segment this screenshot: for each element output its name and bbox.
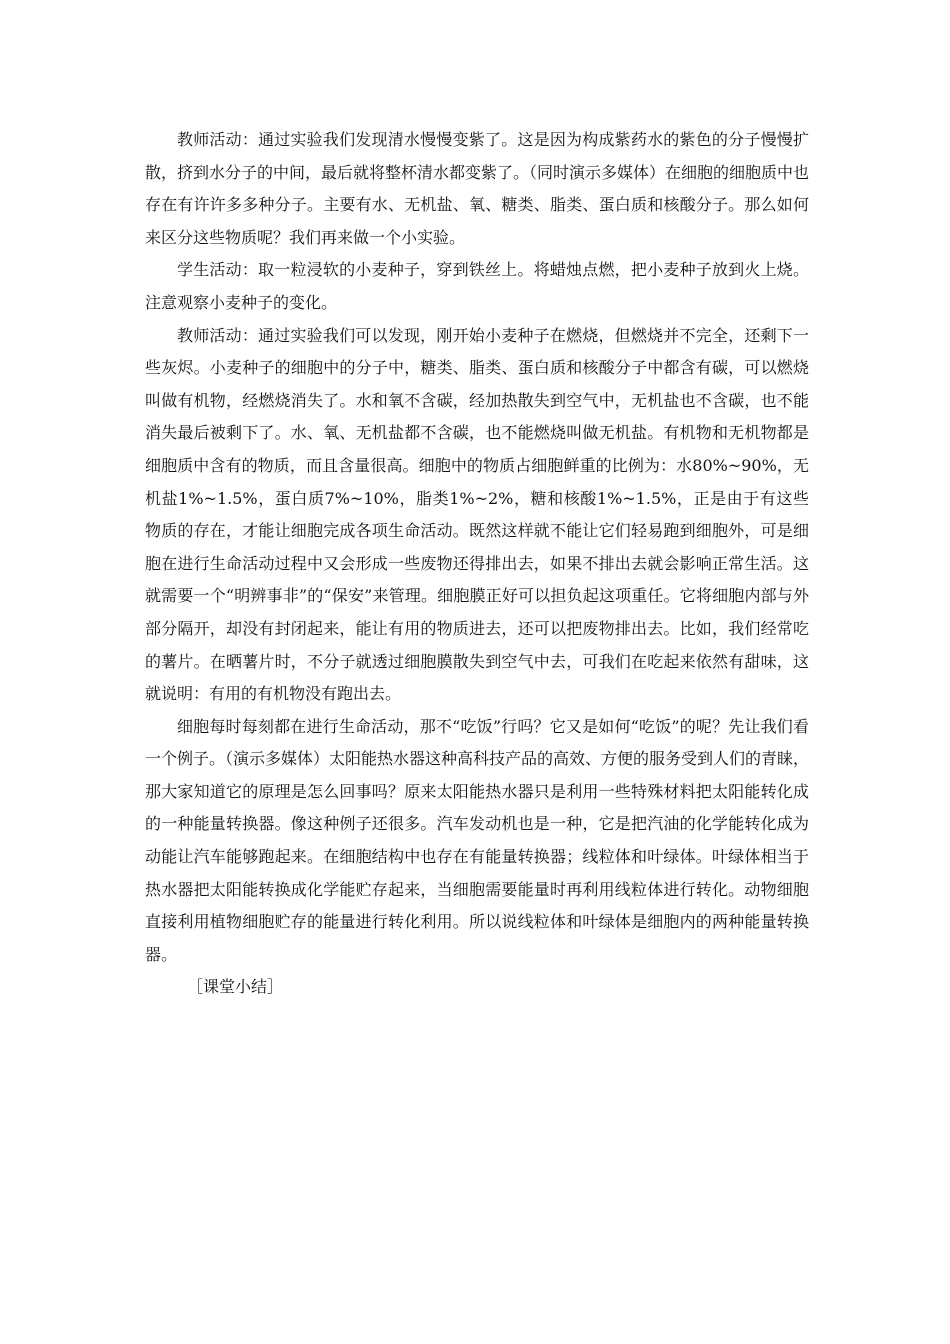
paragraph-teacher-activity-organic-inorganic: 教师活动：通过实验我们可以发现，刚开始小麦种子在燃烧，但燃烧并不完全，还剩下一些灰烬。小麦种子的细胞中的分子中，糖类、脂类、蛋白质和核酸分子中都含有碳，可以燃烧叫做有机物，经燃烧消失了。水和氧不含碳，经加热散失到空气中，无机盐也不含碳，也不能消失最后被剩下了。水、氧、无机盐都不含碳，也不能燃烧叫做无机盐。有机物和无机物都是细胞质中含有的物质，而且含量很高。细胞中的物质占细胞鲜重的比例为：水80%~90%，无机盐1%~1.5%，蛋白质7%~10%，脂类1%~2%，糖和核酸1%~1.5%，正是由于有这些物质的存在，才能让细胞完成各项生命活动。既然这样就不能让它们轻易跑到细胞外，可是细胞在进行生命活动过程中又会形成一些废物还得排出去，如果不排出去就会影响正常生活。这就需要一个“明辨事非”的“保安”来管理。细胞膜正好可以担负起这项重任。它将细胞内部与外部分隔开，却没有封闭起来，能让有用的物质进去，还可以把废物排出去。比如，我们经常吃的薯片。在晒薯片时，不分子就透过细胞膜散失到空气中去，可我们在吃起来依然有甜味，这就说明：有用的有机物没有跑出去。 bbox=[145, 325, 809, 704]
paragraph-energy-converters: 细胞每时每刻都在进行生命活动，那不“吃饭”行吗？它又是如何“吃饭”的呢？先让我们看一个例子。（演示多媒体）太阳能热水器这种高科技产品的高效、方便的服务受到人们的青睐，那大家知道它的原理是怎么回事吗？原来太阳能热水器只是利用一些特殊材料把太阳能转化成的一种能量转换器。像这种例子还很多。汽车发动机也是一种，它是把汽油的化学能转化成为动能让汽车能够跑起来。在细胞结构中也存在有能量转换器；线粒体和叶绿体。叶绿体相当于热水器把太阳能转换成化学能贮存起来，当细胞需要能量时再利用线粒体进行转化。动物细胞直接利用植物细胞贮存的能量进行转化利用。所以说线粒体和叶绿体是细胞内的两种能量转换器。 bbox=[145, 716, 810, 964]
document-body bbox=[145, 124, 809, 1004]
paragraph-student-activity-wheat-seed: 学生活动：取一粒浸软的小麦种子，穿到铁丝上。将蜡烛点燃，把小麦种子放到火上烧。注意观察小麦种子的变化。 bbox=[145, 260, 809, 312]
section-heading-class-summary: ［课堂小结］ bbox=[187, 977, 284, 997]
paragraph-teacher-activity-diffusion: 教师活动：通过实验我们发现清水慢慢变紫了。这是因为构成紫药水的紫色的分子慢慢扩散，挤到水分子的中间，最后就将整杯清水都变紫了。（同时演示多媒体）在细胞的细胞质中也存在有许许多多种分子。主要有水、无机盐、氧、糖类、脂类、蛋白质和核酸分子。那么如何来区分这些物质呢？我们再来做一个小实验。 bbox=[145, 130, 810, 247]
